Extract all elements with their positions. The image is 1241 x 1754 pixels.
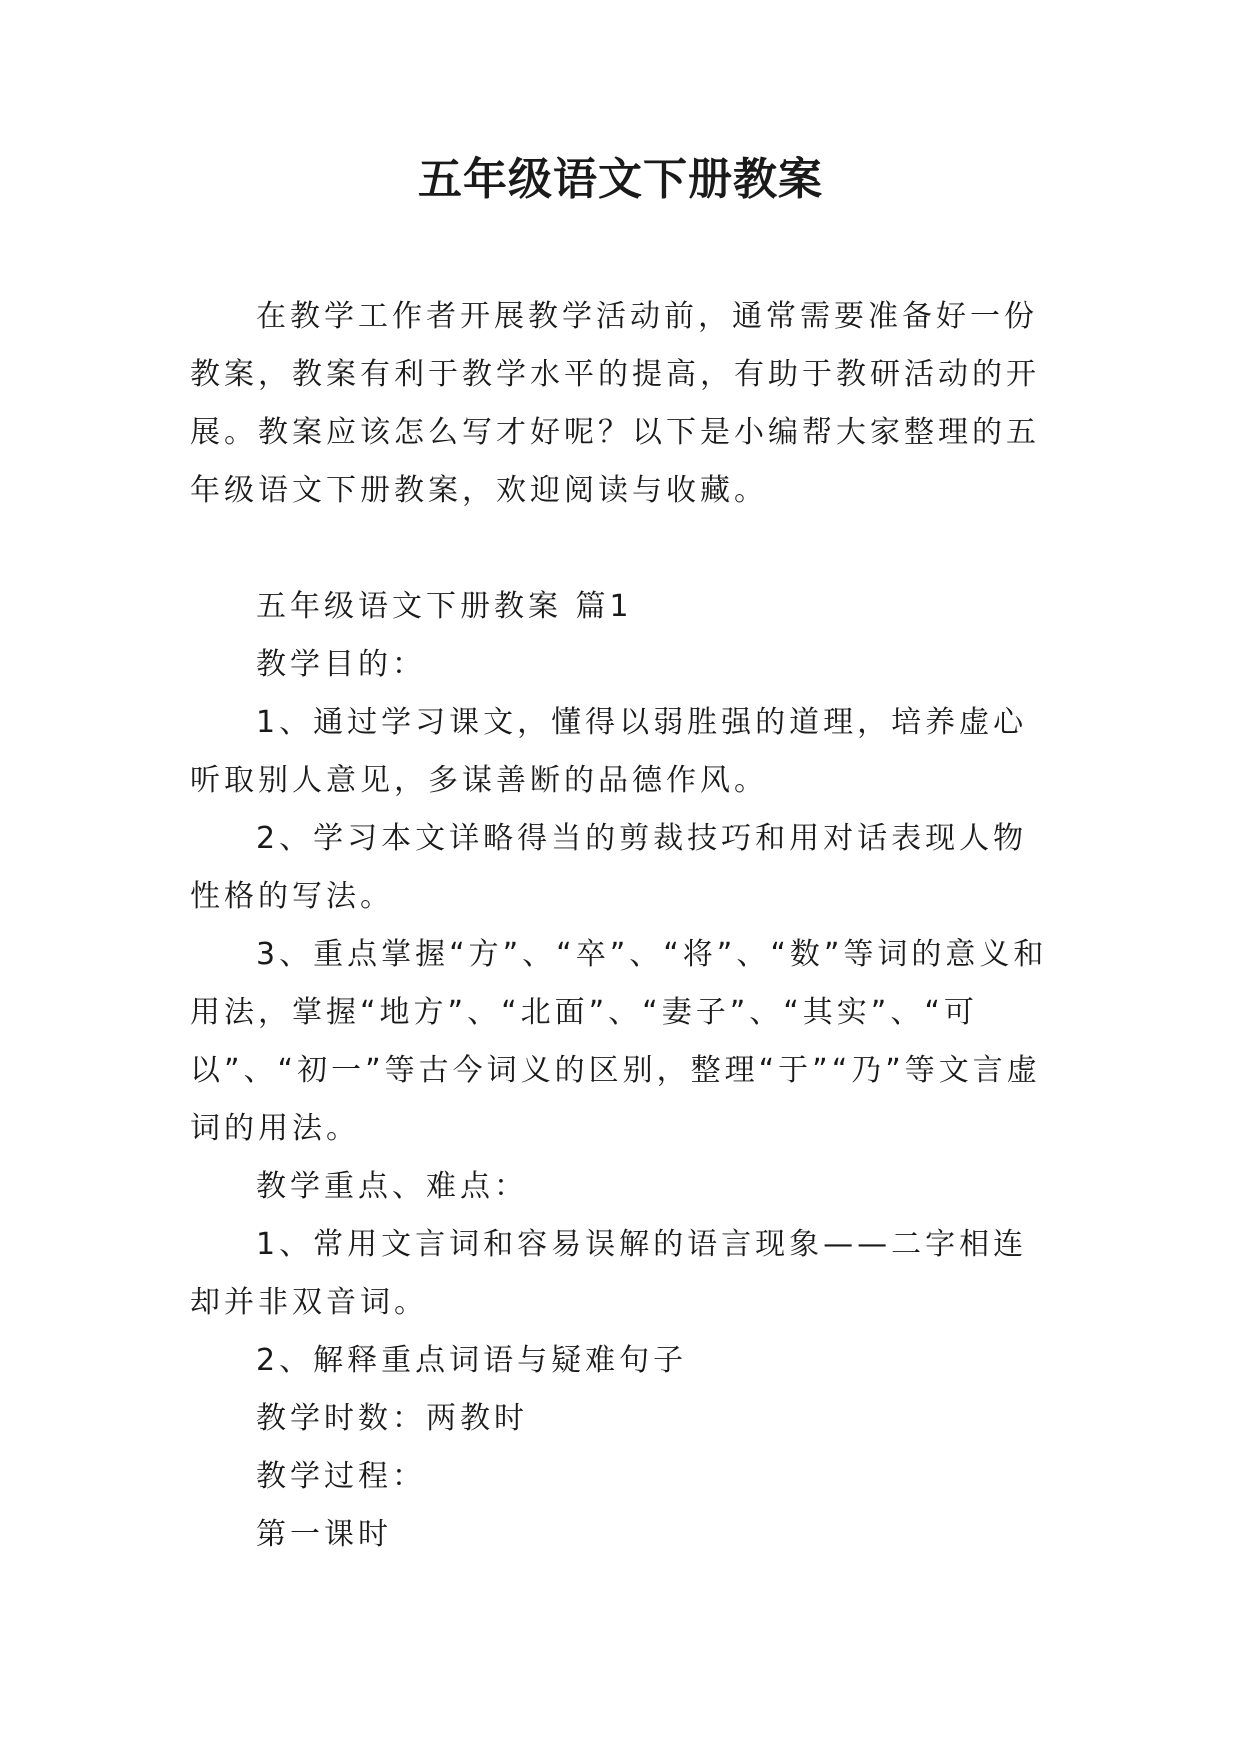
objective-item-3: 3、重点掌握“方”、“卒”、“将”、“数”等词的意义和用法，掌握“地方”、“北面”、“妻子”、“其实”、“可以”、“初一”等古今词义的区别，整理“于”“乃”等文言虚词的用法。 [190,937,1048,1146]
paragraph-spacer [190,520,1050,578]
key-point-item-2: 2、解释重点词语与疑难句子 [256,1343,688,1378]
first-lesson-heading: 第一课时 [256,1517,392,1552]
document-title: 五年级语文下册教案 [418,154,823,205]
key-point-item-1: 1、常用文言词和容易误解的语言现象——二字相连却并非双音词。 [190,1227,1028,1320]
document-body [190,288,1050,1564]
objective-item-1: 1、通过学习课文，懂得以弱胜强的道理，培养虚心听取别人意见，多谋善断的品德作风。 [190,705,1028,798]
section-heading: 五年级语文下册教案 篇1 [256,589,633,624]
objectives-heading: 教学目的： [256,647,426,682]
objective-item-2: 2、学习本文详略得当的剪裁技巧和用对话表现人物性格的写法。 [190,821,1028,914]
class-hours: 教学时数：两教时 [256,1401,528,1436]
key-points-heading: 教学重点、难点： [256,1169,528,1204]
intro-paragraph: 在教学工作者开展教学活动前，通常需要准备好一份教案，教案有利于教学水平的提高，有助于教研活动的开展。教案应该怎么写才好呢？以下是小编帮大家整理的五年级语文下册教案，欢迎阅读与收藏。 [190,299,1040,508]
process-heading: 教学过程： [256,1459,426,1494]
